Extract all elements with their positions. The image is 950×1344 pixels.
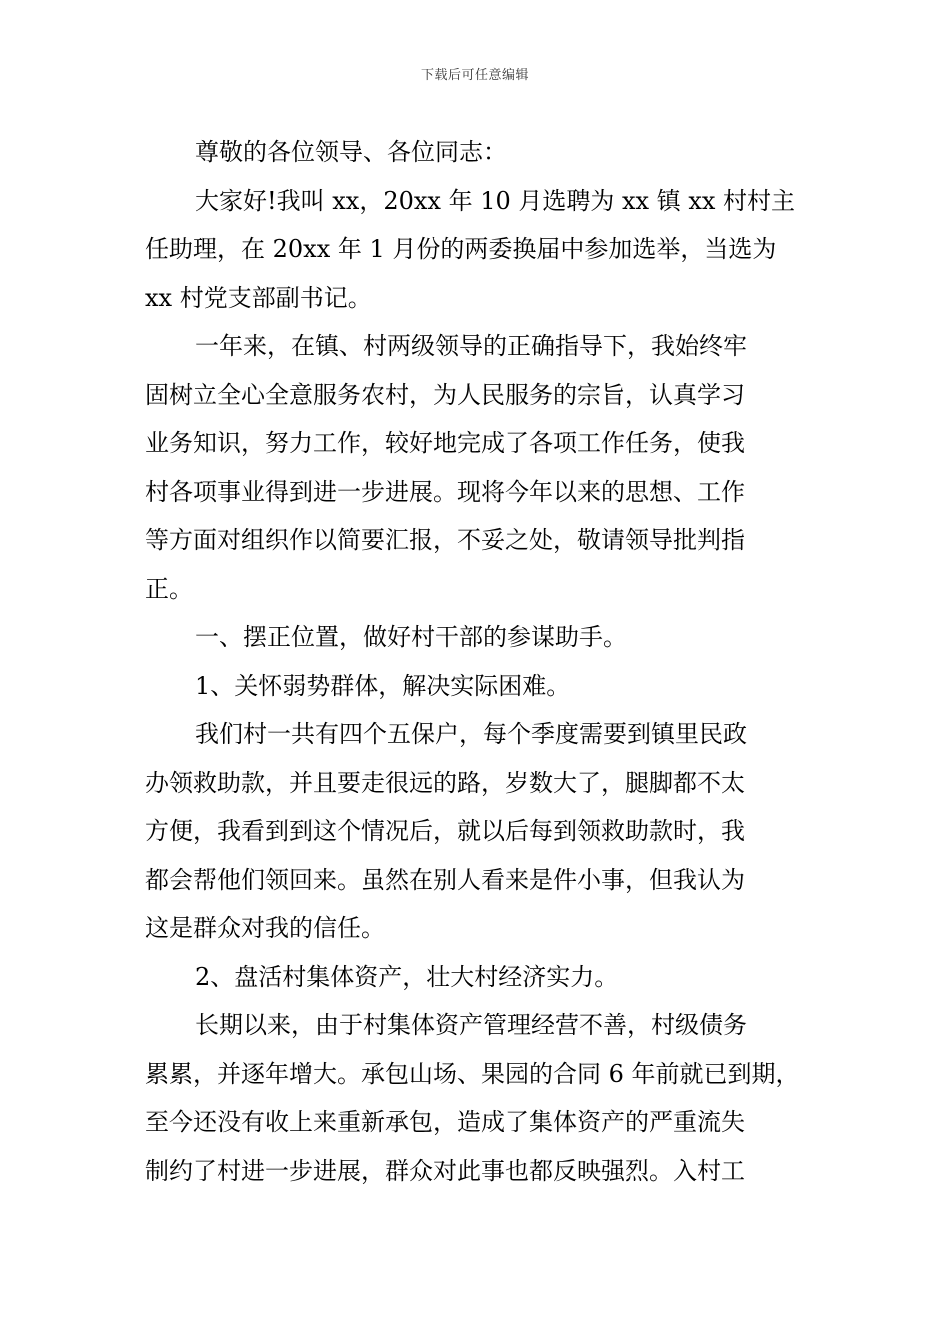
- subsection-heading: 2、盘活村集体资产，壮大村经济实力。: [195, 962, 619, 991]
- text-line: 正。: [145, 574, 193, 603]
- text-line: 这是群众对我的信任。: [145, 914, 385, 942]
- text-line: 尊敬的各位领导、各位同志：: [195, 138, 507, 166]
- text-line: 长期以来，由于村集体资产管理经营不善，村级债务: [195, 1011, 747, 1039]
- text-line: 等方面对组织作以简要汇报，不妥之处，敬请领导批判指: [145, 526, 745, 554]
- document-body: [145, 128, 810, 1195]
- download-note: 下载后可任意编辑: [420, 68, 529, 83]
- text-line: 办领救助款，并且要走很远的路，岁数大了，腿脚都不太: [145, 768, 745, 797]
- text-line: 制约了村进一步进展，群众对此事也都反映强烈。入村工: [145, 1156, 745, 1185]
- text-line: 至今还没有收上来重新承包，造成了集体资产的严重流失: [145, 1108, 745, 1136]
- text-line: 一年来，在镇、村两级领导的正确指导下，我始终牢: [195, 332, 747, 360]
- subsection-heading: 1、关怀弱势群体，解决实际困难。: [195, 671, 571, 700]
- text-line: 固树立全心全意服务农村，为人民服务的宗旨，认真学习: [145, 380, 745, 409]
- text-line: 方便，我看到到这个情况后，就以后每到领救助款时，我: [145, 817, 745, 845]
- text-line: 任助理，在 20xx 年 1 月份的两委换届中参加选举，当选为: [145, 235, 777, 263]
- text-line: 村各项事业得到进一步进展。现将今年以来的思想、工作: [145, 477, 745, 506]
- text-line: xx 村党支部副书记。: [145, 283, 372, 312]
- text-line: 大家好!我叫 xx，20xx 年 10 月选聘为 xx 镇 xx 村村主: [195, 186, 796, 215]
- text-line: 都会帮他们领回来。虽然在别人看来是件小事，但我认为: [145, 865, 745, 894]
- text-line: 累累，并逐年增大。承包山场、果园的合同 6 年前就已到期，: [145, 1059, 800, 1088]
- text-line: 业务知识，努力工作，较好地完成了各项工作任务，使我: [145, 429, 745, 457]
- text-line: 我们村一共有四个五保户，每个季度需要到镇里民政: [195, 720, 747, 748]
- section-heading: 一、摆正位置，做好村干部的参谋助手。: [195, 623, 627, 651]
